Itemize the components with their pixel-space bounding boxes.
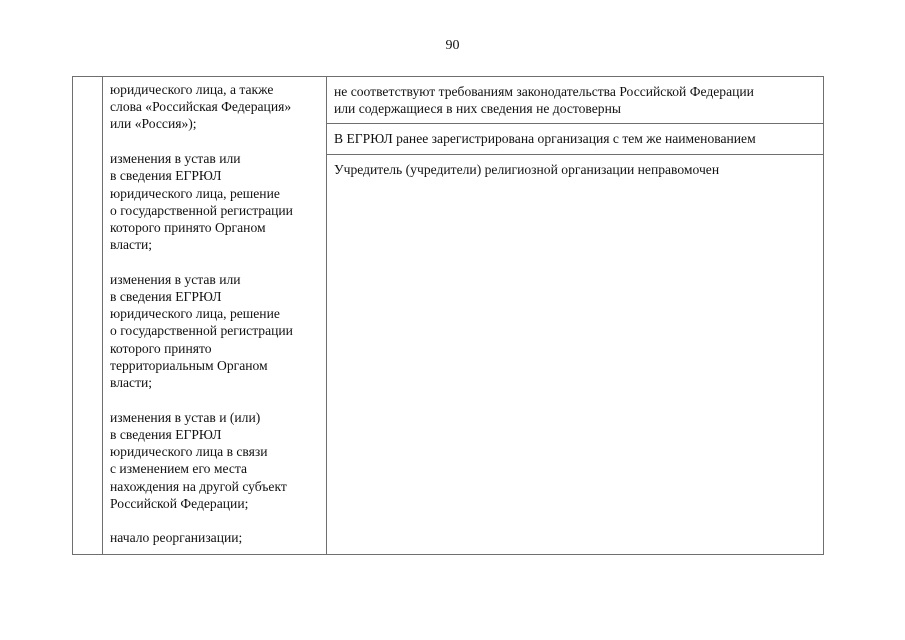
table-row: [73, 77, 824, 555]
subject-cell: [103, 77, 327, 555]
subject-block: изменения в устав или в сведения ЕГРЮЛ юридического лица, решение о государственной регистрации которого принято территориальным Органом власти;: [110, 271, 293, 391]
page-number: 90: [445, 38, 460, 53]
subject-block: изменения в устав или в сведения ЕГРЮЛ юридического лица, решение о государственной регистрации которого принято Органом власти;: [110, 151, 293, 253]
ground-item: Учредитель (учредители) религиозной организации неправомочен: [334, 161, 720, 177]
grounds-cell: [327, 77, 824, 555]
row-number-cell: [73, 77, 103, 555]
ground-item: В ЕГРЮЛ ранее зарегистрирована организация с тем же наименованием: [327, 124, 823, 154]
document-table: [72, 76, 824, 555]
subject-block: изменения в устав и (или) в сведения ЕГРЮЛ юридического лица в связи с изменением его места нахождения на другой субъект Российской Федерации;: [110, 409, 287, 511]
subject-block: юридического лица, а также слова «Российская Федерация» или «Россия»);: [110, 82, 292, 132]
subject-block: начало реорганизации;: [110, 530, 243, 546]
ground-item: не соответствуют требованиям законодательства Российской Федерации или содержащиеся в них сведения не достоверны: [327, 77, 823, 124]
